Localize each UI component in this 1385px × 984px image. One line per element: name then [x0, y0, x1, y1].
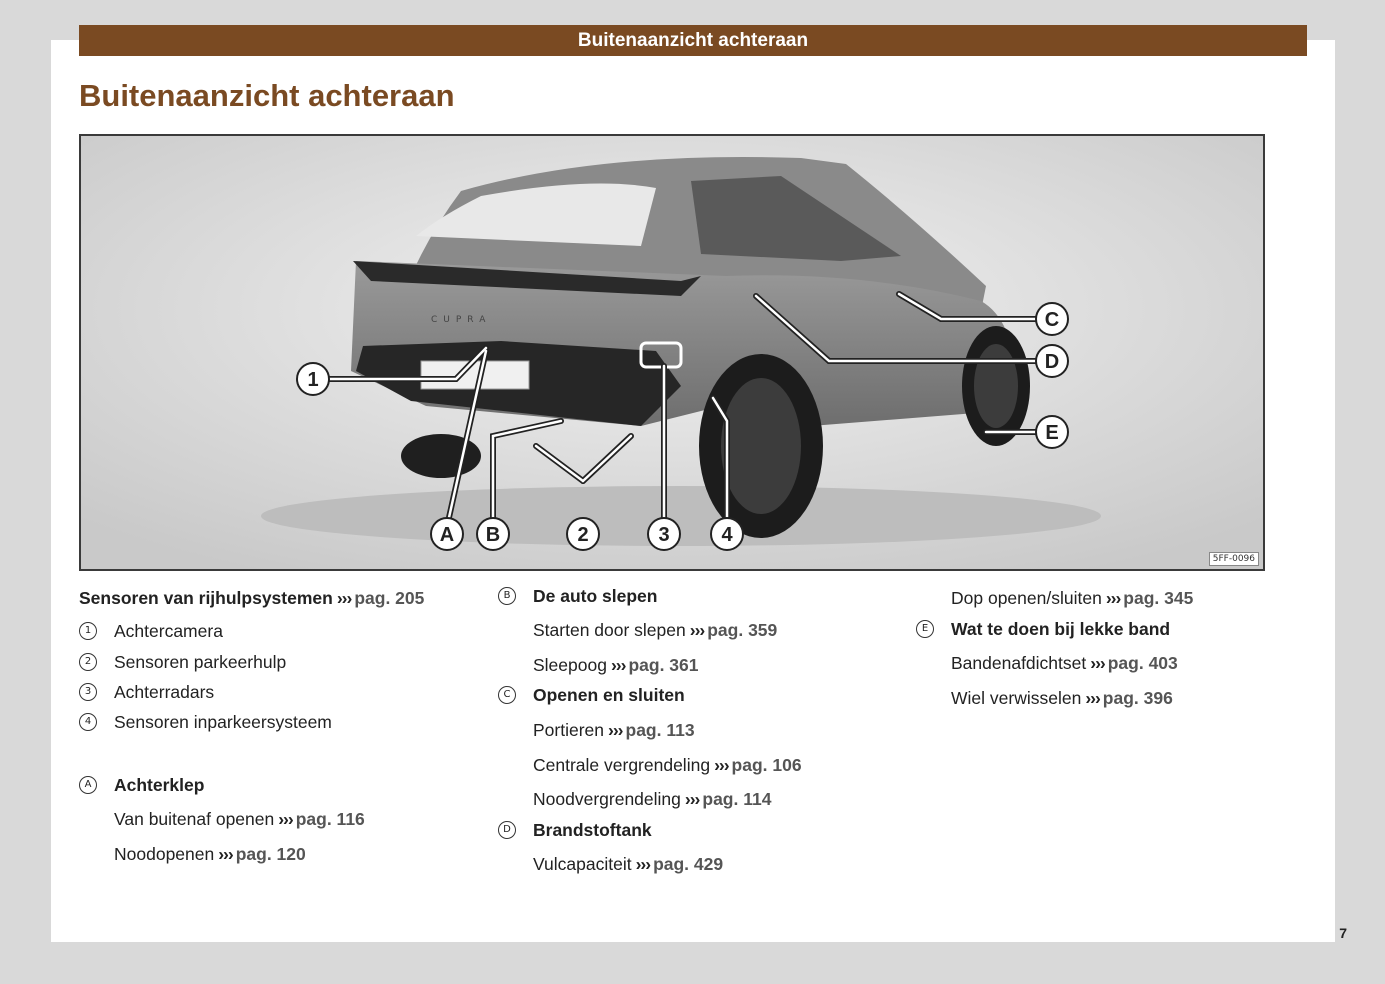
callout-1-label: 1 — [307, 369, 319, 391]
entry — [498, 755, 802, 775]
figure-code: 5FF-0096 — [1209, 552, 1259, 566]
entry — [79, 809, 365, 829]
letter-marker: B — [498, 587, 516, 605]
page-link[interactable]: pag. 120 — [235, 844, 306, 864]
page-link[interactable]: pag. 359 — [707, 620, 778, 640]
callout-a-label: A — [439, 524, 455, 546]
page-link[interactable]: pag. 113 — [625, 720, 695, 740]
callout-d — [1036, 345, 1068, 377]
section-header-bar: Buitenaanzicht achteraan — [79, 25, 1307, 56]
section-d-heading — [498, 820, 652, 840]
list-item-text: Achterradars — [114, 682, 215, 702]
list-item — [79, 621, 223, 641]
arrow-icon: ››› — [635, 854, 651, 874]
arrow-icon: ››› — [1085, 688, 1100, 708]
section-title: Openen en sluiten — [533, 685, 685, 705]
page-link[interactable]: pag. 345 — [1123, 588, 1194, 608]
arrow-icon: ››› — [610, 655, 626, 675]
callout-2 — [567, 518, 599, 550]
section-title: Achterklep — [114, 775, 205, 795]
page-link[interactable]: pag. 116 — [295, 809, 365, 829]
arrow-icon: ››› — [278, 809, 293, 829]
car-illustration — [81, 136, 1263, 569]
column-3 — [916, 588, 1296, 718]
number-marker: 4 — [79, 713, 97, 731]
arrow-icon: ››› — [608, 720, 623, 740]
section-b-heading — [498, 586, 657, 606]
list-item-text: Sensoren inparkeersysteem — [114, 712, 332, 732]
letter-marker: E — [916, 620, 934, 638]
callout-3-label: 3 — [658, 524, 670, 546]
entry — [498, 720, 695, 740]
callout-1 — [297, 363, 329, 395]
section-title: De auto slepen — [533, 586, 658, 606]
number-marker: 1 — [79, 622, 97, 640]
callout-e-label: E — [1045, 422, 1059, 444]
callout-4 — [711, 518, 743, 550]
list-item — [79, 652, 286, 672]
list-item — [79, 712, 332, 732]
callout-e — [1036, 416, 1068, 448]
section-a-heading — [79, 775, 204, 795]
callout-3 — [648, 518, 680, 550]
callout-c — [1036, 303, 1068, 335]
entry — [916, 653, 1178, 673]
callout-a — [431, 518, 463, 550]
section-title: Brandstoftank — [533, 820, 652, 840]
page-link[interactable]: pag. 205 — [354, 588, 425, 608]
page-link[interactable]: pag. 106 — [731, 755, 802, 775]
entry-text: Noodvergrendeling — [533, 789, 681, 809]
column-2 — [498, 586, 898, 886]
letter-marker: D — [498, 821, 516, 839]
arrow-icon: ››› — [1105, 588, 1121, 608]
entry — [916, 588, 1193, 608]
section-title: Wat te doen bij lekke band — [951, 619, 1171, 639]
entry-text: Sleepoog — [533, 655, 607, 675]
callout-2-label: 2 — [577, 524, 589, 546]
letter-marker: C — [498, 686, 516, 704]
entry-text: Portieren — [533, 720, 605, 740]
page-link[interactable]: pag. 396 — [1102, 688, 1173, 708]
callout-4-label: 4 — [721, 524, 733, 546]
arrow-icon: ››› — [336, 588, 352, 608]
page-title: Buitenaanzicht achteraan — [79, 78, 455, 113]
letter-marker: A — [79, 776, 97, 794]
callout-b — [477, 518, 509, 550]
page-link[interactable]: pag. 361 — [628, 655, 699, 675]
entry-text: Starten door slepen — [533, 620, 686, 640]
arrow-icon: ››› — [714, 755, 729, 775]
callout-b-label: B — [485, 524, 501, 546]
license-plate — [421, 361, 529, 389]
sensors-heading — [79, 588, 424, 608]
column-1 — [79, 588, 489, 878]
page-link[interactable]: pag. 114 — [702, 789, 772, 809]
list-item-text: Achtercamera — [114, 621, 223, 641]
car-rear-figure — [79, 134, 1265, 571]
entry — [916, 688, 1173, 708]
callout-c-label: C — [1044, 309, 1060, 331]
entry — [498, 789, 771, 809]
list-item — [79, 682, 214, 702]
entry-text: Centrale vergrendeling — [533, 755, 711, 775]
arrow-icon: ››› — [218, 844, 233, 864]
section-e-heading — [916, 619, 1170, 639]
entry-text: Van buitenaf openen — [114, 809, 275, 829]
arrow-icon: ››› — [1090, 653, 1105, 673]
page-number: 7 — [1339, 925, 1347, 941]
entry — [498, 620, 777, 640]
arrow-icon: ››› — [684, 789, 700, 809]
sensors-heading-text: Sensoren van rijhulpsystemen — [79, 588, 333, 608]
entry-text: Vulcapaciteit — [533, 854, 632, 874]
entry-text: Bandenafdichtset — [951, 653, 1087, 673]
page-link[interactable]: pag. 429 — [653, 854, 724, 874]
number-marker: 3 — [79, 683, 97, 701]
entry-text: Noodopenen — [114, 844, 215, 864]
entry — [498, 655, 699, 675]
section-c-heading — [498, 685, 685, 705]
cupra-badge: CUPRA — [431, 315, 492, 325]
number-marker: 2 — [79, 653, 97, 671]
callout-d-label: D — [1044, 351, 1060, 373]
page-link[interactable]: pag. 403 — [1107, 653, 1178, 673]
entry — [498, 854, 723, 874]
entry-text: Dop openen/sluiten — [951, 588, 1102, 608]
arrow-icon: ››› — [689, 620, 705, 640]
entry-text: Wiel verwisselen — [951, 688, 1082, 708]
list-item-text: Sensoren parkeerhulp — [114, 652, 287, 672]
entry — [79, 844, 306, 864]
